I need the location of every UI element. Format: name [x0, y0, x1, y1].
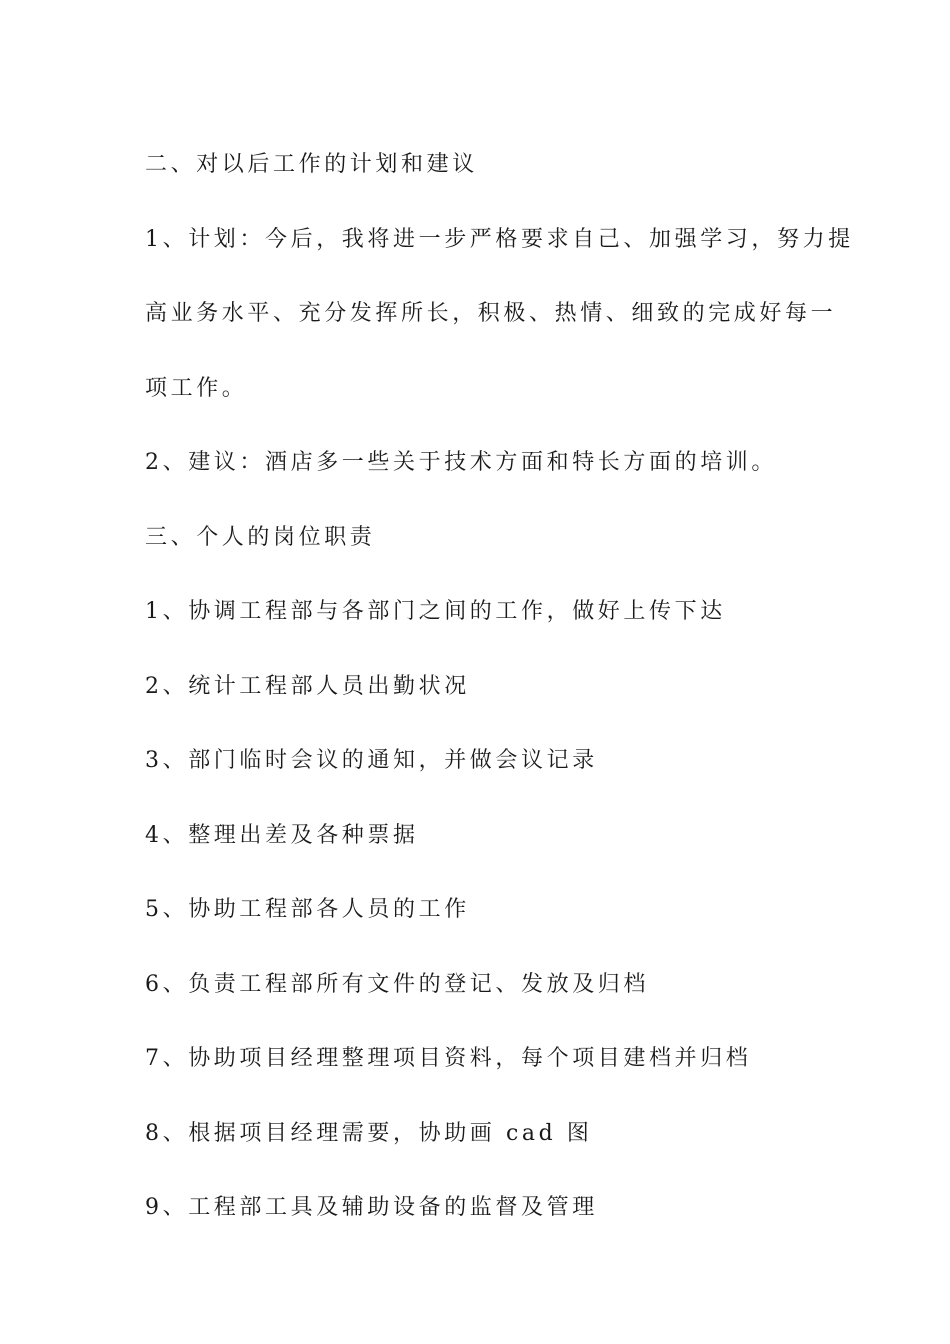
paragraph-plan-line-1: 1、计划：今后，我将进一步严格要求自己、加强学习，努力提: [145, 226, 854, 252]
duty-item-8: 8、根据项目经理需要，协助画 cad 图: [145, 1120, 593, 1146]
duty-item-2: 2、统计工程部人员出勤状况: [145, 673, 470, 699]
duty-item-1: 1、协调工程部与各部门之间的工作，做好上传下达: [145, 599, 726, 624]
paragraph-plan-line-3: 项工作。: [145, 375, 248, 401]
section-heading-plans: 二、对以后工作的计划和建议: [145, 152, 478, 177]
section-heading-duties: 三、个人的岗位职责: [145, 524, 376, 550]
paragraph-plan-line-2: 高业务水平、充分发挥所长，积极、热情、细致的完成好每一: [145, 301, 837, 326]
duty-item-6: 6、负责工程部所有文件的登记、发放及归档: [145, 971, 649, 997]
duty-item-5: 5、协助工程部各人员的工作: [145, 897, 470, 922]
duty-item-9: 9、工程部工具及辅助设备的监督及管理: [145, 1195, 598, 1220]
duty-item-3: 3、部门临时会议的通知，并做会议记录: [145, 748, 598, 773]
document-body: [145, 128, 854, 1246]
duty-item-7: 7、协助项目经理整理项目资料，每个项目建档并归档: [145, 1046, 752, 1071]
paragraph-suggestion: 2、建议：酒店多一些关于技术方面和特长方面的培训。: [145, 450, 777, 475]
duty-item-4: 4、整理出差及各种票据: [145, 822, 419, 848]
